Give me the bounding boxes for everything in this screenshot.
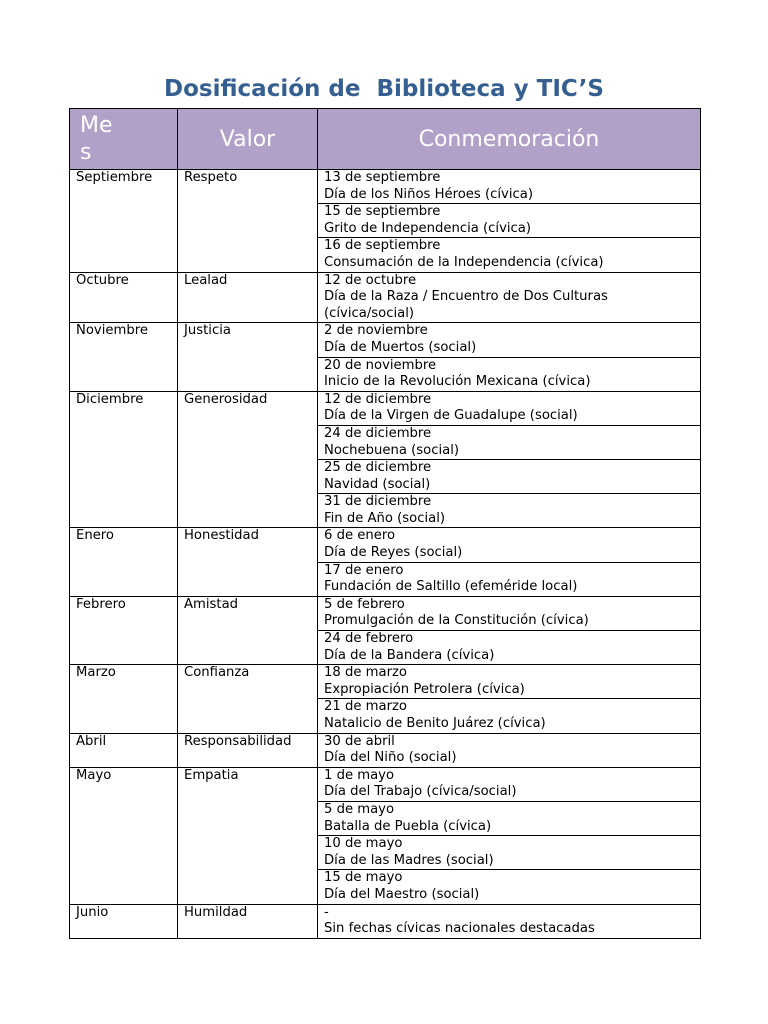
event-date: 12 de octubre bbox=[324, 272, 417, 288]
event-date: 1 de mayo bbox=[324, 767, 395, 783]
event-date: 10 de mayo bbox=[324, 836, 403, 852]
cell-mes: Febrero bbox=[70, 596, 178, 664]
event-description: Navidad (social) bbox=[324, 476, 431, 492]
document-title: Dosificación de Biblioteca y TIC’S bbox=[164, 76, 604, 102]
cell-mes: Septiembre bbox=[70, 170, 178, 273]
event-description: Día del Niño (social) bbox=[324, 750, 457, 766]
table-body bbox=[70, 170, 701, 939]
header-conmemoracion: Conmemoración bbox=[318, 109, 701, 170]
cell-mes: Diciembre bbox=[70, 391, 178, 528]
cell-conmemoracion bbox=[318, 699, 701, 733]
cell-valor: Justicia bbox=[178, 323, 318, 391]
event-description: Inicio de la Revolución Mexicana (cívica) bbox=[324, 374, 591, 390]
header-mes-label: Mes bbox=[80, 113, 113, 165]
event-description: Día de la Virgen de Guadalupe (social) bbox=[324, 408, 578, 424]
event-description: Nochebuena (social) bbox=[324, 442, 460, 458]
event-date: 5 de mayo bbox=[324, 801, 395, 817]
cell-valor: Humildad bbox=[178, 904, 318, 938]
table-row bbox=[70, 272, 701, 323]
table-header-row bbox=[70, 109, 701, 170]
event-description: Día del Trabajo (cívica/social) bbox=[324, 784, 517, 800]
event-description: Día de Reyes (social) bbox=[324, 545, 463, 561]
header-valor: Valor bbox=[178, 109, 318, 170]
cell-conmemoracion bbox=[318, 425, 701, 459]
cell-conmemoracion bbox=[318, 272, 701, 323]
cell-conmemoracion bbox=[318, 357, 701, 391]
cell-conmemoracion bbox=[318, 460, 701, 494]
event-description: Fundación de Saltillo (efeméride local) bbox=[324, 579, 578, 595]
event-date: 2 de noviembre bbox=[324, 323, 428, 339]
event-date: 30 de abril bbox=[324, 733, 395, 749]
cell-mes: Abril bbox=[70, 733, 178, 767]
event-date: 5 de febrero bbox=[324, 596, 405, 612]
cell-mes: Octubre bbox=[70, 272, 178, 323]
table-row bbox=[70, 528, 701, 562]
event-date: 6 de enero bbox=[324, 528, 396, 544]
cell-conmemoracion bbox=[318, 238, 701, 272]
cell-mes: Marzo bbox=[70, 665, 178, 733]
cell-conmemoracion bbox=[318, 733, 701, 767]
cell-conmemoracion bbox=[318, 596, 701, 630]
cell-conmemoracion bbox=[318, 204, 701, 238]
cell-conmemoracion bbox=[318, 801, 701, 835]
cell-valor: Lealad bbox=[178, 272, 318, 323]
event-description: Fin de Año (social) bbox=[324, 510, 446, 526]
table-row bbox=[70, 170, 701, 204]
cell-valor: Respeto bbox=[178, 170, 318, 273]
cell-mes: Junio bbox=[70, 904, 178, 938]
event-description: Día de los Niños Héroes (cívica) bbox=[324, 186, 533, 202]
event-description: Día del Maestro (social) bbox=[324, 886, 480, 902]
event-date: 16 de septiembre bbox=[324, 238, 441, 254]
event-date: - bbox=[324, 904, 329, 920]
event-date: 25 de diciembre bbox=[324, 460, 432, 476]
cell-conmemoracion bbox=[318, 170, 701, 204]
table-row bbox=[70, 596, 701, 630]
event-description: Sin fechas cívicas nacionales destacadas bbox=[324, 921, 595, 937]
event-date: 20 de noviembre bbox=[324, 357, 437, 373]
table-row bbox=[70, 767, 701, 801]
table-row bbox=[70, 904, 701, 938]
event-date: 18 de marzo bbox=[324, 665, 407, 681]
cell-conmemoracion bbox=[318, 323, 701, 357]
event-description: Día de la Raza / Encuentro de Dos Culturas (cívica/social) bbox=[324, 289, 608, 321]
cell-valor: Responsabilidad bbox=[178, 733, 318, 767]
cell-conmemoracion bbox=[318, 391, 701, 425]
cell-valor: Generosidad bbox=[178, 391, 318, 528]
cell-conmemoracion bbox=[318, 528, 701, 562]
cell-valor: Empatia bbox=[178, 767, 318, 904]
event-description: Expropiación Petrolera (cívica) bbox=[324, 681, 525, 697]
cell-conmemoracion bbox=[318, 665, 701, 699]
table-row bbox=[70, 733, 701, 767]
cell-conmemoracion bbox=[318, 494, 701, 528]
event-description: Grito de Independencia (cívica) bbox=[324, 220, 532, 236]
event-date: 24 de febrero bbox=[324, 631, 414, 647]
table-row bbox=[70, 665, 701, 699]
event-description: Batalla de Puebla (cívica) bbox=[324, 818, 492, 834]
event-date: 17 de enero bbox=[324, 562, 404, 578]
cell-conmemoracion bbox=[318, 631, 701, 665]
cell-valor: Confianza bbox=[178, 665, 318, 733]
cell-conmemoracion bbox=[318, 767, 701, 801]
cell-conmemoracion bbox=[318, 904, 701, 938]
event-description: Día de la Bandera (cívica) bbox=[324, 647, 495, 663]
event-date: 15 de mayo bbox=[324, 870, 403, 886]
cell-mes: Noviembre bbox=[70, 323, 178, 391]
event-description: Consumación de la Independencia (cívica) bbox=[324, 254, 604, 270]
event-date: 15 de septiembre bbox=[324, 204, 441, 220]
event-description: Promulgación de la Constitución (cívica) bbox=[324, 613, 589, 629]
cell-mes: Mayo bbox=[70, 767, 178, 904]
dosificacion-table bbox=[69, 108, 701, 939]
cell-valor: Honestidad bbox=[178, 528, 318, 596]
cell-conmemoracion bbox=[318, 562, 701, 596]
event-description: Día de Muertos (social) bbox=[324, 339, 477, 355]
cell-mes: Enero bbox=[70, 528, 178, 596]
event-date: 12 de diciembre bbox=[324, 391, 432, 407]
event-description: Natalicio de Benito Juárez (cívica) bbox=[324, 716, 546, 731]
event-date: 31 de diciembre bbox=[324, 494, 432, 510]
event-date: 13 de septiembre bbox=[324, 170, 441, 185]
cell-conmemoracion bbox=[318, 870, 701, 904]
table-row bbox=[70, 391, 701, 425]
event-description: Día de las Madres (social) bbox=[324, 852, 494, 868]
cell-valor: Amistad bbox=[178, 596, 318, 664]
event-date: 21 de marzo bbox=[324, 699, 407, 715]
header-mes bbox=[70, 109, 178, 170]
table-row bbox=[70, 323, 701, 357]
event-date: 24 de diciembre bbox=[324, 425, 432, 441]
cell-conmemoracion bbox=[318, 836, 701, 870]
